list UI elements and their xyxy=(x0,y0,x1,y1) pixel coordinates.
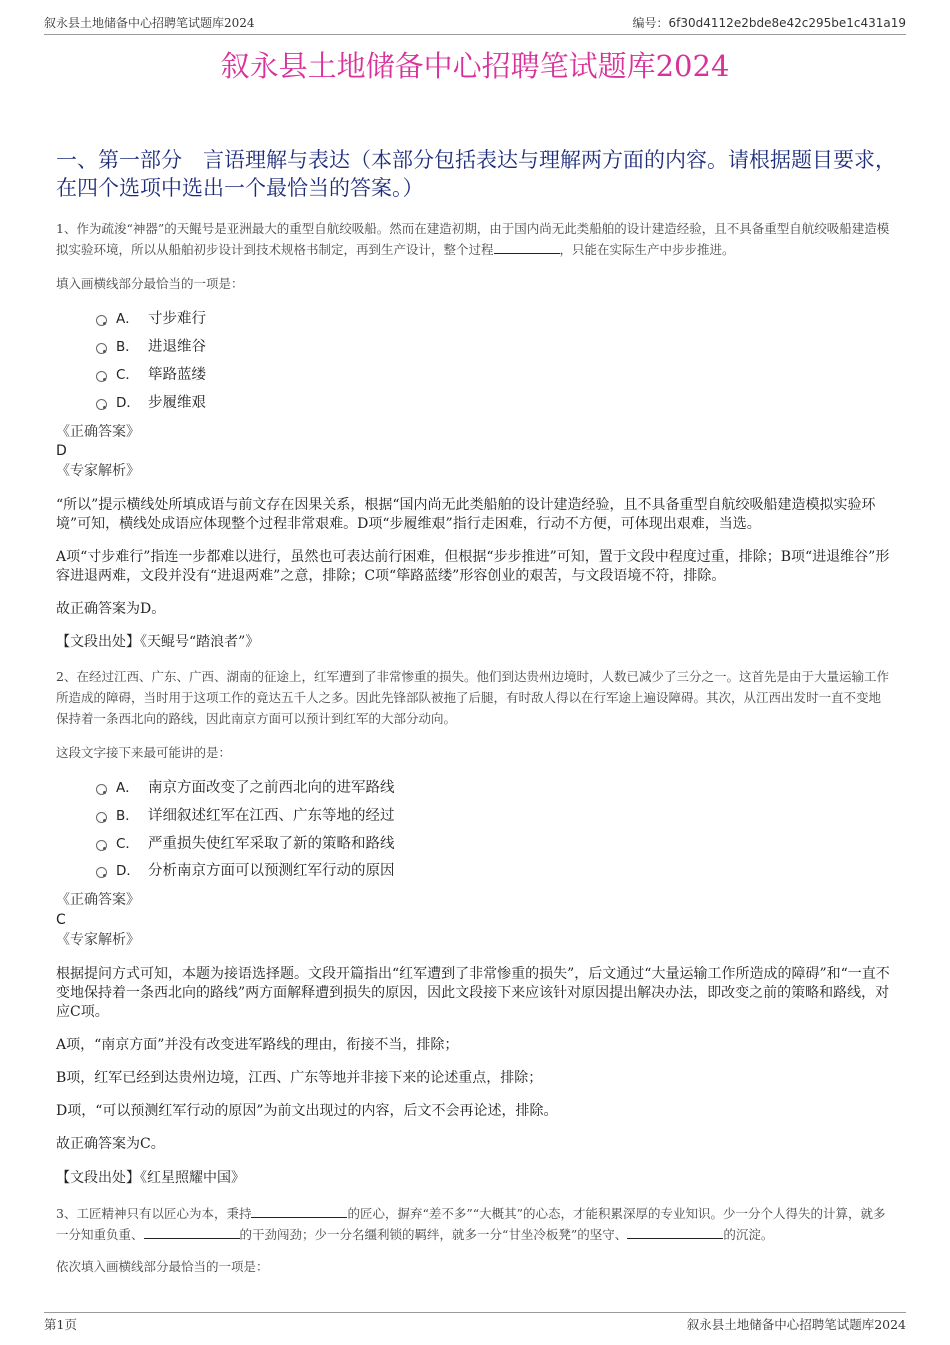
radio-icon[interactable] xyxy=(96,840,107,851)
q1-blank xyxy=(494,252,560,254)
header-code xyxy=(633,14,906,31)
question-2-prompt: 这段文字接下来最可能讲的是： xyxy=(56,745,232,760)
option-text: 严重损失使红军采取了新的策略和路线 xyxy=(148,836,395,852)
section-heading: 一、第一部分 言语理解与表达（本部分包括表达与理解两方面的内容。请根据题目要求，在四个选项中选出一个最恰当的答案。） xyxy=(56,148,896,200)
radio-icon[interactable] xyxy=(96,343,107,354)
question-2-stem: 2、在经过江西、广东、广西、湖南的征途上，红军遭到了非常惨重的损失。他们到达贵州边境时，人数已减少了三分之一。这首先是由于大量运输工作所造成的障碍，当时用于这项工作的竟达五千人之多。因此先锋部队被拖了后腿，有时敌人得以在行军途上遍设障碍。其次，从江西出发时一直不变地保持着一条西北向的路线，因此南京方面可以预计到红军的大部分动向。 xyxy=(56,669,889,726)
q2-analysis-paragraph: B项，红军已经到达贵州边境，江西、广东等地并非接下来的论述重点，排除； xyxy=(56,1070,543,1086)
page-number: 第1页 xyxy=(44,1317,77,1332)
radio-icon[interactable] xyxy=(96,812,107,823)
header-code-value: 6f30d4112e2bde8e42c295be1c431a19 xyxy=(668,16,906,30)
option-letter: D． xyxy=(116,863,140,879)
radio-icon[interactable] xyxy=(96,371,107,382)
option-letter: C． xyxy=(116,836,139,852)
option-letter: B． xyxy=(116,339,139,355)
option-letter: A． xyxy=(116,780,139,796)
q3-stem-part: 3、工匠精神只有以匠心为本，秉持 xyxy=(56,1206,252,1221)
option-text: 寸步难行 xyxy=(148,311,206,327)
q2-answer-value: C xyxy=(56,912,66,928)
q1-source: 【文段出处】《天鲲号“踏浪者”》 xyxy=(56,634,260,650)
q1-correct-answer-label: 《正确答案》 xyxy=(56,424,140,440)
q3-blank xyxy=(627,1237,723,1239)
q3-blank xyxy=(251,1216,347,1218)
q2-analysis-paragraph: 故正确答案为C。 xyxy=(56,1136,165,1152)
header-title: 叙永县土地储备中心招聘笔试题库2024 xyxy=(44,16,255,30)
question-3-stem xyxy=(56,1203,892,1245)
option-text: 步履维艰 xyxy=(148,395,206,411)
option-letter: A． xyxy=(116,311,139,327)
question-1-stem xyxy=(56,218,892,260)
footer-title: 叙永县土地储备中心招聘笔试题库2024 xyxy=(686,1317,906,1332)
q3-stem-part: 的干劲闯劲；少一分名缰利锁的羁绊，就多一分“甘坐冷板凳”的坚守、 xyxy=(239,1227,628,1242)
q2-source: 【文段出处】《红星照耀中国》 xyxy=(56,1170,245,1186)
option-text: 进退维谷 xyxy=(148,339,206,355)
q3-stem-part: 的沉淀。 xyxy=(723,1227,774,1242)
q2-analysis-label: 《专家解析》 xyxy=(56,932,140,948)
q3-stem-part: 的匠心，摒弃“差不多”“大概其”的心态，才能积累深厚的专业知识。少一分个人得失的计算，就多一分知重负重、 xyxy=(56,1206,886,1242)
q2-analysis-paragraph: D项，“可以预测红军行动的原因”为前文出现过的内容，后文不会再论述，排除。 xyxy=(56,1103,558,1119)
option-text: 分析南京方面可以预测红军行动的原因 xyxy=(148,863,395,879)
radio-icon[interactable] xyxy=(96,784,107,795)
q1-stem-after: ，只能在实际生产中步步推进。 xyxy=(559,242,735,257)
q1-analysis-paragraph: “所以”提示横线处所填成语与前文存在因果关系，根据“国内尚无此类船舶的设计建造经验，且不具备重型自航绞吸船建造模拟实验环境”可知，横线处成语应体现整个过程非常艰难。D项“步履维艰”指行走困难，行动不方便，可体现出艰难，当选。 xyxy=(56,497,876,532)
radio-icon[interactable] xyxy=(96,399,107,410)
q2-analysis-paragraph: A项，“南京方面”并没有改变进军路线的理由，衔接不当，排除； xyxy=(56,1037,459,1053)
question-1-prompt: 填入画横线部分最恰当的一项是： xyxy=(56,276,244,291)
question-3-prompt: 依次填入画横线部分最恰当的一项是： xyxy=(56,1259,269,1274)
q1-answer-value: D xyxy=(56,443,67,459)
page-header xyxy=(44,14,906,35)
document-title: 叙永县土地储备中心招聘笔试题库2024 xyxy=(220,49,730,83)
option-letter: D． xyxy=(116,395,140,411)
q2-analysis-paragraph: 根据提问方式可知，本题为接语选择题。文段开篇指出“红军遭到了非常惨重的损失”，后文通过“大量运输工作所造成的障碍”和“一直不变地保持着一条西北向的路线”两方面解释遭到损失的原因，因此文段接下来应该针对原因提出解决办法，即改变之前的策略和路线，对应C项。 xyxy=(56,966,890,1020)
q1-analysis-paragraph: A项“寸步难行”指连一步都难以进行，虽然也可表达前行困难，但根据“步步推进”可知，置于文段中程度过重，排除；B项“进退维谷”形容进退两难，文段并没有“进退两难”之意，排除；C项“筚路蓝缕”形容创业的艰苦，与文段语境不符，排除。 xyxy=(56,549,890,584)
q1-analysis-paragraph: 故正确答案为D。 xyxy=(56,601,166,617)
q1-analysis-label: 《专家解析》 xyxy=(56,463,140,479)
page-footer xyxy=(44,1312,906,1333)
q3-blank xyxy=(144,1237,240,1239)
q2-correct-answer-label: 《正确答案》 xyxy=(56,892,140,908)
q1-stem-before: 1、作为疏浚“神器”的天鲲号是亚洲最大的重型自航绞吸船。然而在建造初期，由于国内尚无此类船舶的设计建造经验，且不具备重型自航绞吸船建造模拟实验环境，所以从船舶初步设计到技术规格书制定，再到生产设计，整个过程 xyxy=(56,221,890,257)
option-text: 详细叙述红军在江西、广东等地的经过 xyxy=(148,808,395,824)
radio-icon[interactable] xyxy=(96,315,107,326)
option-letter: C． xyxy=(116,367,139,383)
option-letter: B． xyxy=(116,808,139,824)
header-code-label: 编号： xyxy=(632,16,669,30)
option-text: 南京方面改变了之前西北向的进军路线 xyxy=(148,780,395,796)
option-text: 筚路蓝缕 xyxy=(148,367,206,383)
radio-icon[interactable] xyxy=(96,867,107,878)
